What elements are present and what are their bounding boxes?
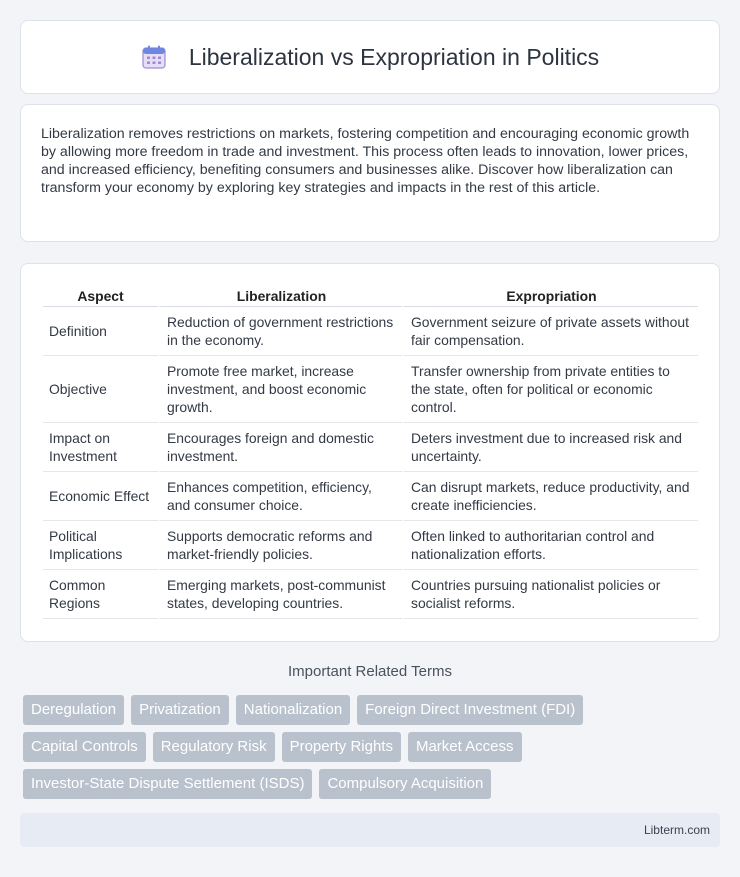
expropriation-cell: Often linked to authoritarian control and nationalization efforts. (402, 521, 698, 570)
tag-nationalization[interactable]: Nationalization (236, 695, 350, 725)
tag-isds[interactable]: Investor-State Dispute Settlement (ISDS) (23, 769, 312, 799)
aspect-cell: Economic Effect (43, 472, 158, 521)
tag-regulatory-risk[interactable]: Regulatory Risk (153, 732, 275, 762)
related-terms-list (23, 695, 723, 806)
comparison-table-card (20, 263, 720, 642)
header-expropriation: Expropriation (402, 286, 698, 307)
aspect-cell: Definition (43, 307, 158, 356)
tag-capital-controls[interactable]: Capital Controls (23, 732, 146, 762)
tag-market-access[interactable]: Market Access (408, 732, 522, 762)
tag-row (23, 732, 723, 762)
liberalization-cell: Promote free market, increase investment, and boost economic growth. (158, 356, 402, 423)
table-row (43, 356, 698, 423)
table-row (43, 570, 698, 619)
intro-text: Liberalization removes restrictions on markets, fostering competition and encouraging economic growth by allowing more freedom in trade and investment. This process often leads to innovation, lower prices, and increased efficiency, benefiting consumers and businesses alike. Discover how liberalization can transform your economy by exploring key strategies and impacts in the rest of this article. (41, 126, 690, 196)
aspect-cell: Political Implications (43, 521, 158, 570)
expropriation-cell: Government seizure of private assets without fair compensation. (402, 307, 698, 356)
table-row (43, 472, 698, 521)
expropriation-cell: Deters investment due to increased risk and uncertainty. (402, 423, 698, 472)
table-header-row (43, 286, 698, 307)
tag-property-rights[interactable]: Property Rights (282, 732, 401, 762)
expropriation-cell: Countries pursuing nationalist policies or socialist reforms. (402, 570, 698, 619)
header-card (20, 20, 720, 94)
expropriation-cell: Transfer ownership from private entities to the state, often for political or economic control. (402, 356, 698, 423)
header-aspect: Aspect (43, 286, 158, 307)
aspect-cell: Objective (43, 356, 158, 423)
intro-card (20, 104, 720, 242)
tag-row (23, 769, 723, 799)
aspect-cell: Common Regions (43, 570, 158, 619)
comparison-table (43, 286, 698, 619)
calendar-icon (141, 44, 167, 70)
tag-fdi[interactable]: Foreign Direct Investment (FDI) (357, 695, 583, 725)
tag-deregulation[interactable]: Deregulation (23, 695, 124, 725)
header-liberalization: Liberalization (158, 286, 402, 307)
footer-brand-link[interactable]: Libterm.com (643, 823, 710, 837)
table-row (43, 307, 698, 356)
liberalization-cell: Encourages foreign and domestic investment. (158, 423, 402, 472)
related-terms-title: Important Related Terms (288, 663, 452, 680)
liberalization-cell: Enhances competition, efficiency, and consumer choice. (158, 472, 402, 521)
expropriation-cell: Can disrupt markets, reduce productivity, and create inefficiencies. (402, 472, 698, 521)
footer (20, 813, 720, 847)
tag-privatization[interactable]: Privatization (131, 695, 229, 725)
aspect-cell: Impact on Investment (43, 423, 158, 472)
liberalization-cell: Reduction of government restrictions in the economy. (158, 307, 402, 356)
tag-row (23, 695, 723, 725)
table-row (43, 521, 698, 570)
page-title: Liberalization vs Expropriation in Politics (188, 43, 600, 70)
tag-compulsory-acquisition[interactable]: Compulsory Acquisition (319, 769, 491, 799)
liberalization-cell: Emerging markets, post-communist states, developing countries. (158, 570, 402, 619)
table-row (43, 423, 698, 472)
liberalization-cell: Supports democratic reforms and market-friendly policies. (158, 521, 402, 570)
